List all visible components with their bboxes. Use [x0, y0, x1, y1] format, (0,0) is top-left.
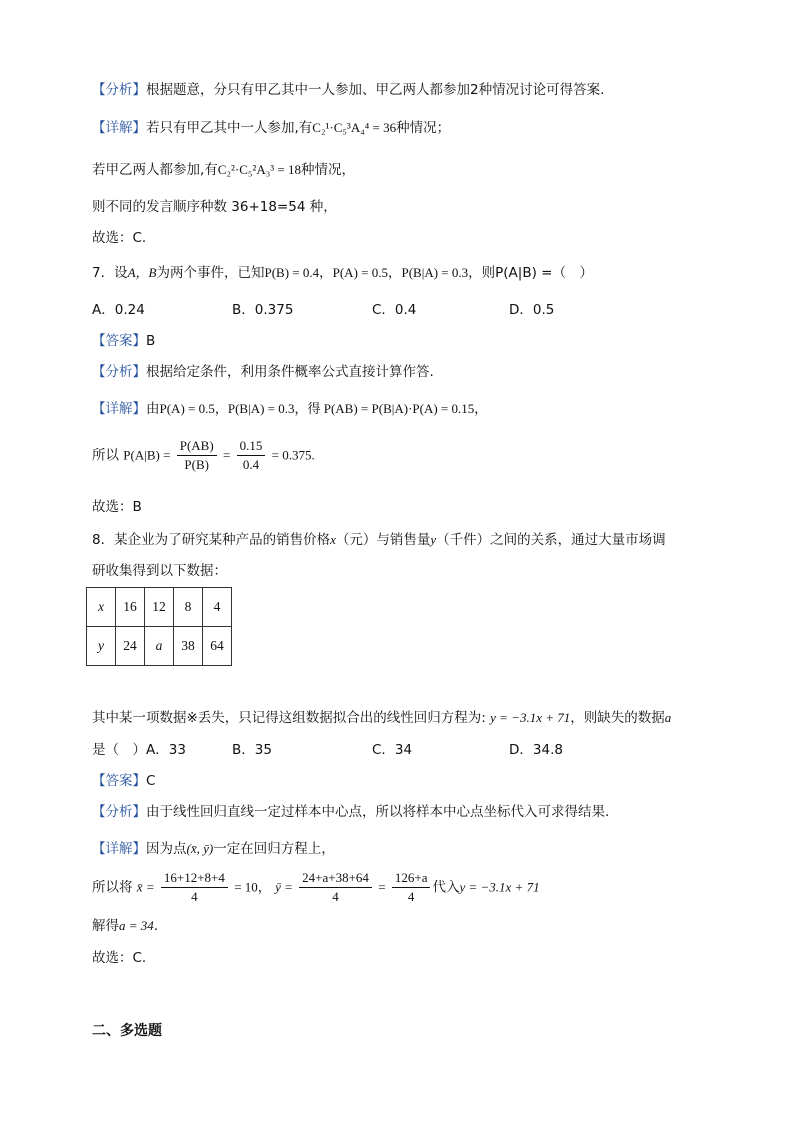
q8-choice: 故选：C.: [92, 950, 147, 966]
q8-data-table: [86, 587, 232, 666]
q6-analysis-text: 根据题意，分只有甲乙其中一人参加、甲乙两人都参加2种情况讨论可得答案.: [146, 82, 605, 98]
q6-line2-pre: 若甲乙两人都参加,有: [92, 162, 218, 178]
table-row: [87, 627, 232, 666]
detail-tag: 【详解】: [92, 120, 146, 136]
q8-xbar-rhs: = 10，: [234, 879, 271, 895]
table-cell: a: [145, 627, 174, 666]
q8-option-d: D．34.8: [509, 742, 563, 758]
q8-ybar2-fraction: [392, 870, 431, 905]
q6-detail-line3: 则不同的发言顺序种数 36+18=54 种，: [92, 199, 337, 215]
q8-x-var: x: [330, 532, 336, 547]
q8-stem1: 8．某企业为了研究某种产品的销售价格: [92, 532, 331, 548]
q7-given3: P(B|A) = 0.3: [401, 265, 469, 280]
q7-answer: [92, 331, 155, 351]
q8-detail: [92, 839, 335, 859]
q6-detail1-post: 种情况；: [396, 120, 451, 136]
q8-substitute-eq: y = −3.1x + 71: [459, 879, 540, 895]
q8-analysis-text: 由于线性回归直线一定过样本中心点，所以将样本中心点坐标代入可求得结果.: [146, 804, 610, 820]
answer-tag: 【答案】: [92, 773, 146, 789]
analysis-tag: 【分析】: [92, 364, 146, 380]
q8-mean-line: [92, 870, 540, 905]
q8-lost2: ，则缺失的数据: [570, 710, 665, 726]
q7-sowith: 所以: [92, 447, 119, 464]
q6-line2-post: 种情况，: [300, 162, 355, 178]
q7-stem-pre: 7．设: [92, 265, 128, 281]
table-cell: 38: [174, 627, 203, 666]
q6-detail-line1: [92, 118, 450, 138]
q8-ybar-fraction: [299, 870, 372, 905]
q8-ybar2-num: 126+a: [392, 870, 431, 888]
q8-detail-pre: 因为点: [146, 841, 187, 857]
q8-answer-value: C: [146, 773, 156, 789]
table-cell: x: [87, 588, 116, 627]
detail-tag: 【详解】: [92, 841, 146, 857]
q8-stem-line2: 研收集得到以下数据：: [92, 563, 227, 579]
q7-frac2-den: 0.4: [242, 457, 260, 472]
q8-solve-post: .: [153, 918, 159, 934]
q8-xbar-den: 4: [191, 889, 198, 904]
section-title: 二、多选题: [92, 1023, 162, 1039]
q7-fraction-2: [237, 438, 266, 473]
detail-tag: 【详解】: [92, 401, 146, 417]
q7-detail: [92, 399, 487, 419]
q6-choice: 故选：C.: [92, 230, 147, 246]
q7-stem-math: A，B: [127, 265, 157, 280]
q7-choice: 故选：B: [92, 499, 142, 515]
q8-ybar-eq: =: [378, 879, 386, 895]
table-cell: 4: [203, 588, 232, 627]
q7-given1: P(B) = 0.4: [264, 265, 320, 280]
q7-fraction-1: [177, 438, 217, 473]
analysis-tag: 【分析】: [92, 804, 146, 820]
q8-ybar-lhs: ȳ =: [275, 879, 293, 895]
table-cell: 24: [116, 627, 145, 666]
q8-solve: [92, 916, 158, 936]
q6-analysis: [92, 80, 604, 100]
q7-fraction-line: 所以 P(A|B) = $\frac{P(AB)}{P(B)}$ = $\frac{0.15}{0.4}$ = 0.375.: [92, 438, 315, 472]
q8-ybar-num: 24+a+38+64: [299, 870, 372, 888]
analysis-tag: 【分析】: [92, 82, 146, 98]
answer-tag: 【答案】: [92, 333, 146, 349]
q8-a-var: a: [664, 710, 672, 725]
q6-line2-math: C₂²·C₅²A₃³ = 18: [217, 162, 301, 177]
table-cell: 16: [116, 588, 145, 627]
q7-given2: P(A) = 0.5: [332, 265, 388, 280]
q7-detail-math: P(A) = 0.5，P(B|A) = 0.3，得 P(AB) = P(B|A)·P(A) = 0.15，: [159, 401, 488, 416]
q8-xbar-fraction: [161, 870, 228, 905]
q8-detail-post: 一定在回归方程上，: [213, 841, 335, 857]
q7-frac2-num: 0.15: [237, 438, 266, 456]
q8-y-var: y: [430, 532, 437, 547]
q8-option-c: C．34: [372, 742, 413, 758]
q7-stem: 7．设A，B为两个事件，已知P(B) = 0.4，P(A) = 0.5，P(B|A) = 0.3，则P(A|B) =（ ）: [92, 265, 593, 281]
q8-solve-math: a = 34: [119, 918, 154, 933]
q8-lost-line: [92, 708, 671, 728]
q8-analysis: [92, 802, 609, 822]
q7-option-c: C．0.4: [372, 302, 417, 318]
q7-frac-num: P(AB): [177, 438, 217, 456]
q6-detail1-pre: 若只有甲乙其中一人参加,有: [146, 120, 313, 136]
q8-ybar-den: 4: [332, 889, 339, 904]
q7-frac-lhs: P(A|B) =: [123, 447, 171, 463]
q8-detail-point: (x̄, ȳ): [186, 841, 214, 856]
q7-detail-pre: 由: [146, 401, 160, 417]
q7-option-d: D．0.5: [509, 302, 555, 318]
q7-stem-mid: 为两个事件，已知: [156, 265, 265, 281]
table-cell: 8: [174, 588, 203, 627]
q8-answer: [92, 771, 155, 791]
q8-stem3: （千件）之间的关系，通过大量市场调: [436, 532, 666, 548]
q6-detail1-math: C₂¹·C₅³A₄⁴ = 36: [312, 120, 397, 135]
q7-ask: ，则P(A|B) =（ ）: [468, 265, 593, 281]
q7-option-b: B．0.375: [232, 302, 294, 318]
q8-stem-line1: [92, 530, 666, 550]
q8-xbar-lhs: x̄ =: [136, 879, 155, 895]
q7-analysis-text: 根据给定条件，利用条件概率公式直接计算作答.: [146, 364, 434, 380]
table-row: [87, 588, 232, 627]
table-cell: y: [87, 627, 116, 666]
q8-equation: y = −3.1x + 71: [490, 710, 571, 725]
q8-substitute: 代入: [432, 879, 460, 896]
q8-lost1: 其中某一项数据※丢失，只记得这组数据拟合出的线性回归方程为:: [92, 710, 486, 726]
q7-frac-result: = 0.375.: [271, 447, 315, 463]
q8-solve-pre: 解得: [92, 918, 119, 934]
table-cell: 12: [145, 588, 174, 627]
q8-sowith: 所以将: [92, 879, 133, 896]
q8-is-line: 是（ ）: [92, 742, 146, 758]
table-cell: 64: [203, 627, 232, 666]
q8-option-a: A．33: [146, 742, 186, 758]
q8-ybar2-den: 4: [407, 889, 415, 904]
q6-detail-line2: [92, 160, 355, 180]
q8-xbar-num: 16+12+8+4: [161, 870, 228, 888]
q7-frac-den: P(B): [184, 457, 209, 472]
q7-answer-value: B: [146, 333, 156, 349]
q7-analysis: [92, 362, 434, 382]
q7-option-a: A．0.24: [92, 302, 145, 318]
q8-stem2: （元）与销售量: [335, 532, 431, 548]
q8-option-b: B．35: [232, 742, 272, 758]
